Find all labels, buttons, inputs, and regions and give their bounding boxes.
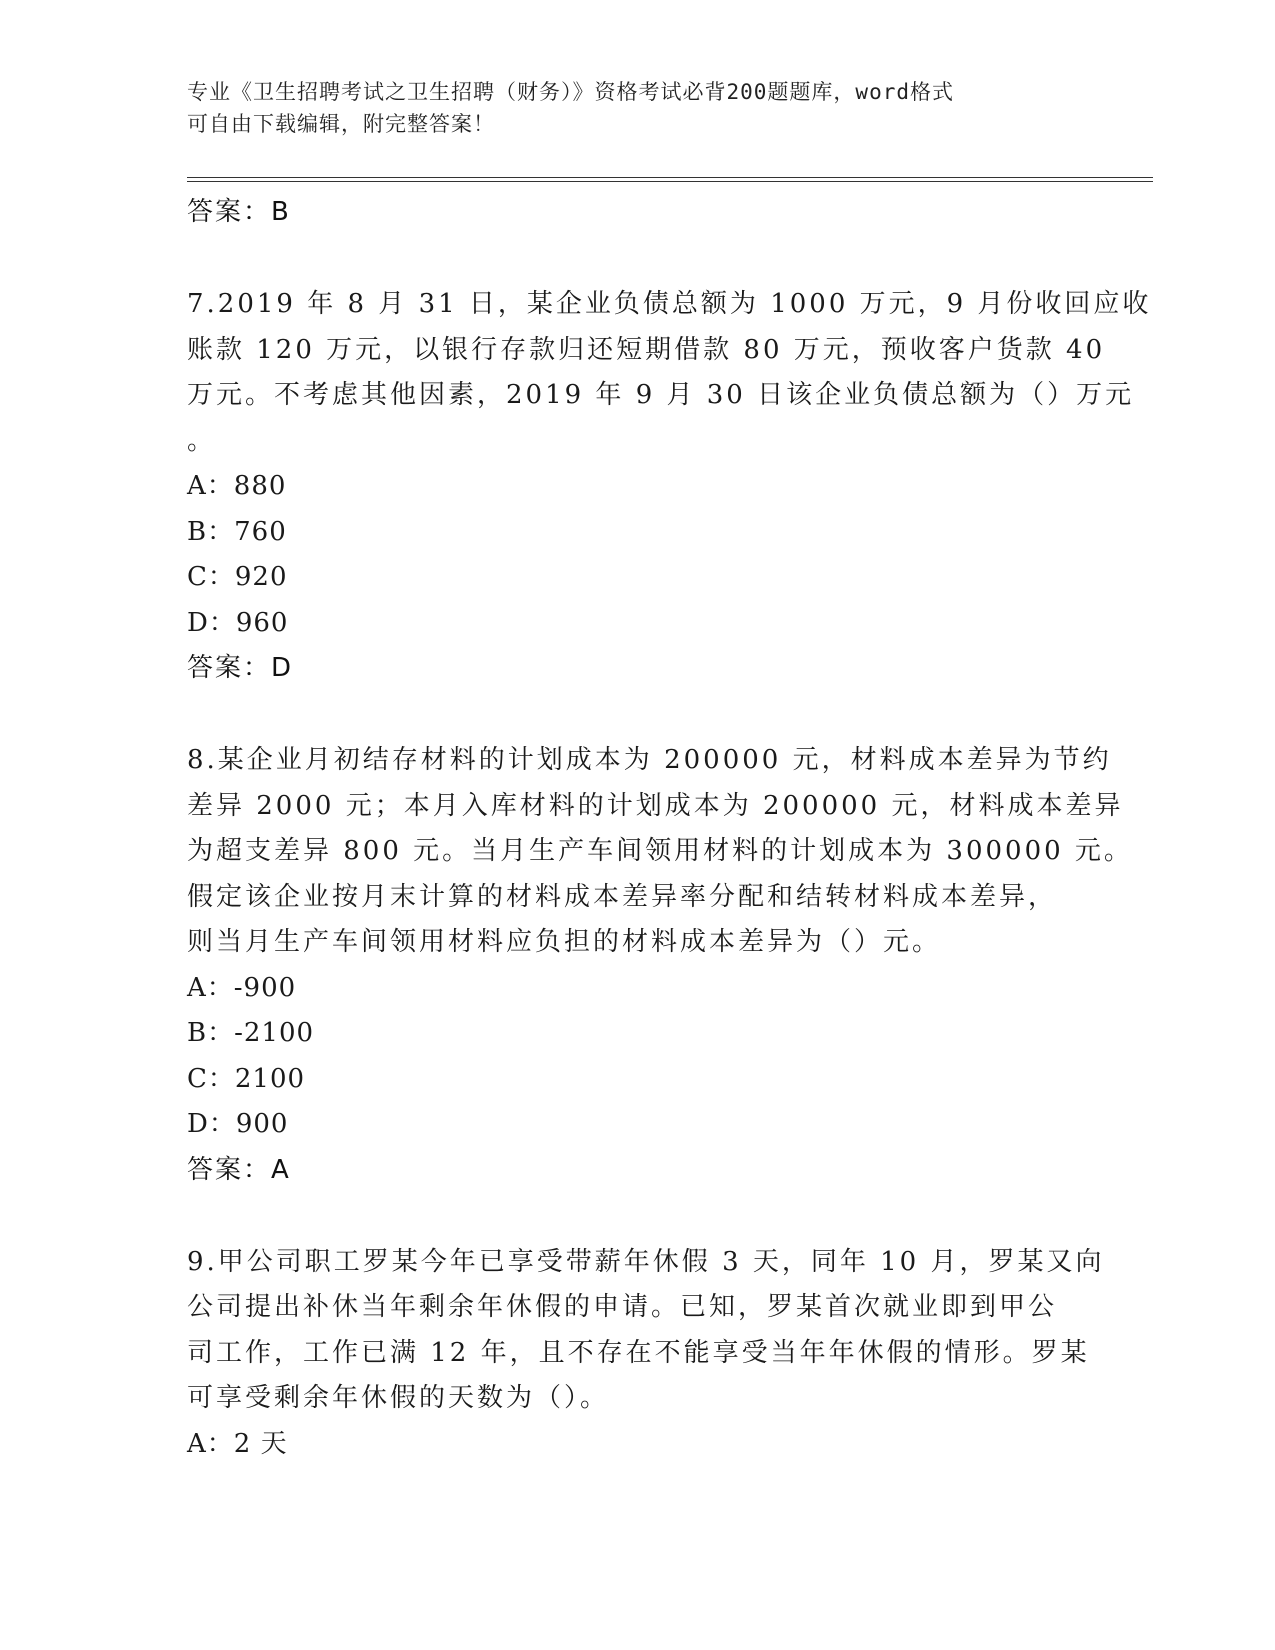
answer: 答案：D — [187, 653, 294, 683]
header-line-2: 可自由下载编辑，附完整答案！ — [187, 112, 495, 136]
option-a: A：-900 — [187, 972, 297, 1003]
question-line: 8.某企业月初结存材料的计划成本为 200000 元，材料成本差异为节约 — [187, 745, 1112, 775]
option-d: D：960 — [187, 607, 289, 638]
spacer — [187, 690, 1087, 738]
option-b: B：-2100 — [187, 1018, 315, 1048]
option-a: A：880 — [187, 471, 287, 501]
question-line: 差异 2000 元；本月入库材料的计划成本为 200000 元，材料成本差异 — [187, 790, 1124, 821]
question-line: 为超支差异 800 元。当月生产车间领用材料的计划成本为 300000 元。 — [187, 836, 1133, 866]
header-rule-bottom — [187, 181, 1153, 182]
question-line: 9.甲公司职工罗某今年已享受带薪年休假 3 天，同年 10 月，罗某又向 — [187, 1246, 1105, 1277]
question-text — [187, 282, 1152, 464]
question-7 — [187, 282, 1152, 690]
question-line: 公司提出补休当年剩余年休假的申请。已知，罗某首次就业即到甲公 — [187, 1292, 1058, 1322]
question-line: 账款 120 万元，以银行存款归还短期借款 80 万元，预收客户货款 40 — [187, 334, 1106, 365]
header-line-1: 专业《卫生招聘考试之卫生招聘（财务）》资格考试必背200题题库，word格式 — [187, 80, 954, 104]
question-text — [187, 738, 1133, 966]
option-c: C：2100 — [187, 1063, 306, 1094]
question-line: 司工作，工作已满 12 年，且不存在不能享受当年年休假的情形。罗某 — [187, 1337, 1090, 1368]
question-9 — [187, 1240, 1105, 1468]
header-rule-top — [187, 177, 1153, 178]
option-c: C：920 — [187, 562, 288, 592]
question-line: 7.2019 年 8 月 31 日，某企业负债总额为 1000 万元，9 月份收回应收 — [187, 289, 1152, 319]
previous-answer: 答案：B — [187, 197, 291, 227]
question-line: 。 — [187, 425, 217, 456]
document-content — [187, 190, 1152, 1467]
question-line: 则当月生产车间领用材料应负担的材料成本差异为（）元。 — [187, 927, 942, 957]
question-text — [187, 1240, 1105, 1422]
spacer — [187, 234, 1087, 282]
page-header — [187, 76, 1067, 140]
option-d: D：900 — [187, 1109, 289, 1139]
spacer — [187, 1192, 1087, 1240]
question-line: 假定该企业按月末计算的材料成本差异率分配和结转材料成本差异， — [187, 881, 1058, 912]
answer: 答案：A — [187, 1154, 291, 1185]
option-a: A：2 天 — [187, 1428, 288, 1459]
question-8 — [187, 738, 1133, 1192]
option-b: B：760 — [187, 516, 287, 547]
question-line: 可享受剩余年休假的天数为（）。 — [187, 1383, 610, 1413]
question-line: 万元。不考虑其他因素，2019 年 9 月 30 日该企业负债总额为（）万元 — [187, 380, 1135, 410]
